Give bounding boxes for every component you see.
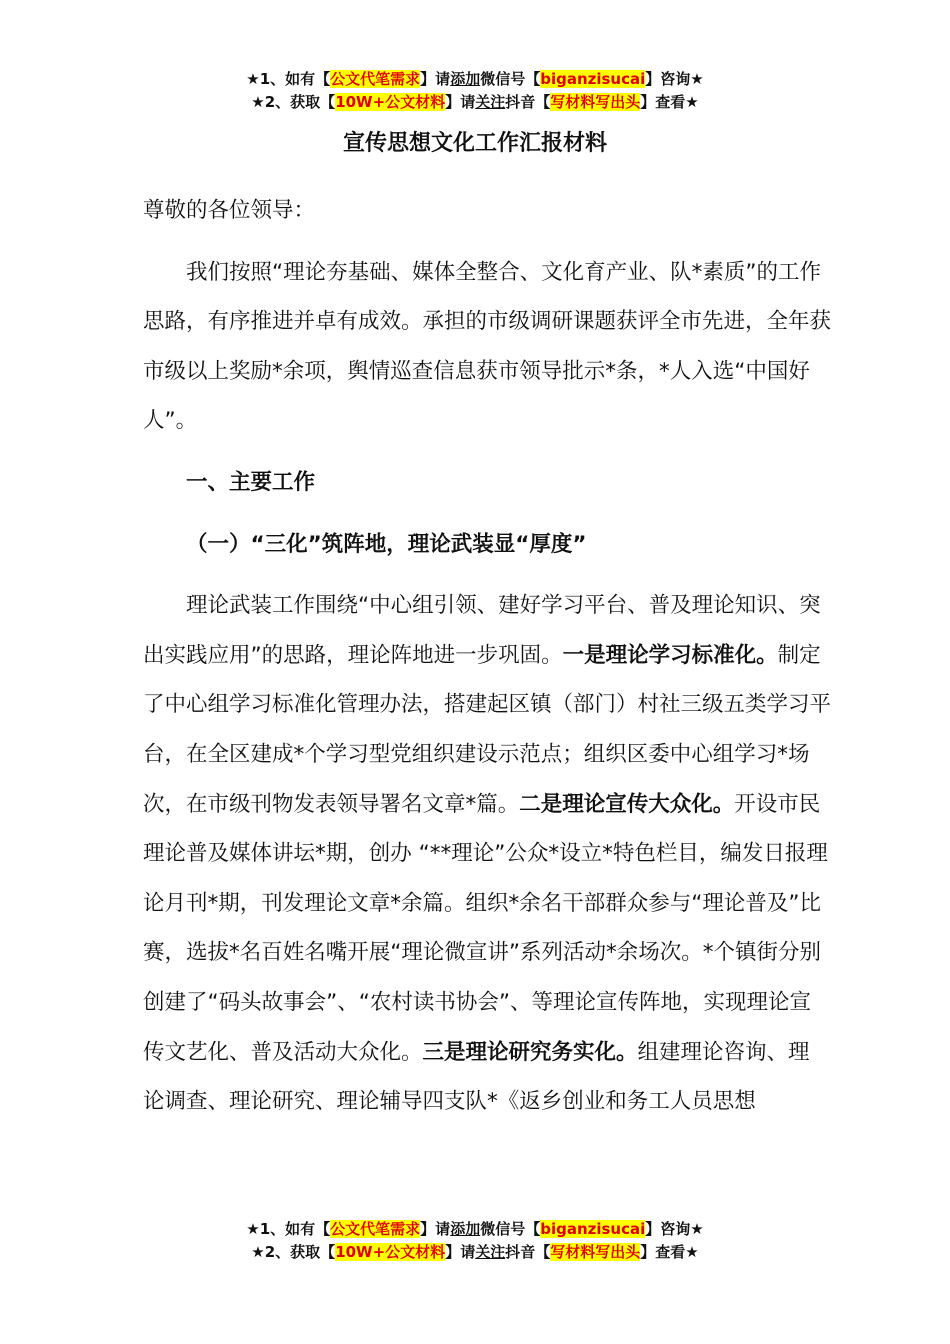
banner-text: 微信号【 xyxy=(480,70,541,88)
intro-paragraph: 我们按照“理论夯基础、媒体全整合、文化育产业、队*素质”的工作思路，有序推进并卓有成效。承担的市级调研课题获评全市先进，全年获市级以上奖励*余项，舆情巡查信息获市领导批示*条，*人入选“中国好人”。 xyxy=(143,259,832,434)
paragraph-text: 组建理论咨询、理论调查、理论研究、理论辅导四支队*《返乡创业和务工人员思想 xyxy=(143,1039,810,1115)
banner-text: ★1、如有【 xyxy=(246,1220,331,1238)
banner-underline: 关注 xyxy=(475,93,506,111)
banner-line-1 xyxy=(0,1218,950,1241)
banner-text: 】咨询★ xyxy=(645,1220,704,1238)
banner-highlight: biganzisucai xyxy=(540,70,646,88)
banner-text: 抖音【 xyxy=(505,93,551,111)
banner-text: 】请 xyxy=(445,1243,476,1261)
banner-text: ★2、获取【 xyxy=(251,1243,336,1261)
banner-text: 微信号【 xyxy=(480,1220,541,1238)
banner-highlight: 公文代笔需求 xyxy=(330,70,421,88)
subsection-heading: （一）“三化”筑阵地，理论武装显“厚度” xyxy=(186,531,587,557)
banner-text: 】查看★ xyxy=(640,1243,699,1261)
bold-lead: 一是理论学习标准化。 xyxy=(562,642,778,668)
section-heading: 一、主要工作 xyxy=(186,469,316,495)
banner-text: 】咨询★ xyxy=(645,70,704,88)
banner-underline: 关注 xyxy=(475,1243,506,1261)
banner-text: 抖音【 xyxy=(505,1243,551,1261)
banner-highlight: biganzisucai xyxy=(540,1220,646,1238)
banner-highlight: 10W+公文材料 xyxy=(335,93,446,111)
banner-highlight: 10W+公文材料 xyxy=(335,1243,446,1261)
banner-text: 】请 xyxy=(420,1220,451,1238)
banner-line-1 xyxy=(0,68,950,91)
banner-text: ★2、获取【 xyxy=(251,93,336,111)
banner-highlight: 写材料写出头 xyxy=(550,93,641,111)
banner-text: 】请 xyxy=(445,93,476,111)
banner-highlight: 写材料写出头 xyxy=(550,1243,641,1261)
header-banner xyxy=(0,68,950,114)
banner-line-2 xyxy=(0,1241,950,1264)
banner-highlight: 公文代笔需求 xyxy=(330,1220,421,1238)
paragraph-text: 制定了中心组学习标准化管理办法，搭建起区镇（部门）村社三级五类学习平台，在全区建成*个学习型党组织建设示范点；组织区委中心组学习*场次，在市级刊物发表领导署名文章*篇。 xyxy=(143,642,832,817)
document-body xyxy=(143,186,831,1127)
salutation: 尊敬的各位领导： xyxy=(143,198,316,223)
banner-text: ★1、如有【 xyxy=(246,70,331,88)
bold-lead: 二是理论宣传大众化。 xyxy=(519,791,735,817)
banner-text: 】请 xyxy=(420,70,451,88)
banner-line-2 xyxy=(0,91,950,114)
banner-underline: 添加 xyxy=(450,70,481,88)
footer-banner xyxy=(0,1218,950,1264)
bold-lead: 三是理论研究务实化。 xyxy=(422,1039,638,1065)
banner-text: 】查看★ xyxy=(640,93,699,111)
paragraph-text: 开设市民理论普及媒体讲坛*期，创办 “**理论”公众*设立*特色栏目，编发日报理论月刊*期，刊发理论文章*余篇。组织*余名干部群众参与“理论普及”比赛，选拔*名百姓名嘴开展“理论微宣讲”系列活动*余场次。*个镇街分别创建了“码头故事会”、“农村读书协会”、等理论宣传阵地，实现理论宣传文艺化、普及活动大众化。 xyxy=(143,791,828,1065)
paragraph-text: 理论武装工作围绕“中心组引领、建好学习平台、普及理论知识、突出实践应用”的思路，理论阵地进一步巩固。 xyxy=(143,593,821,668)
document-title: 宣传思想文化工作汇报材料 xyxy=(342,131,607,156)
banner-underline: 添加 xyxy=(450,1220,481,1238)
body-paragraph xyxy=(143,581,831,1127)
